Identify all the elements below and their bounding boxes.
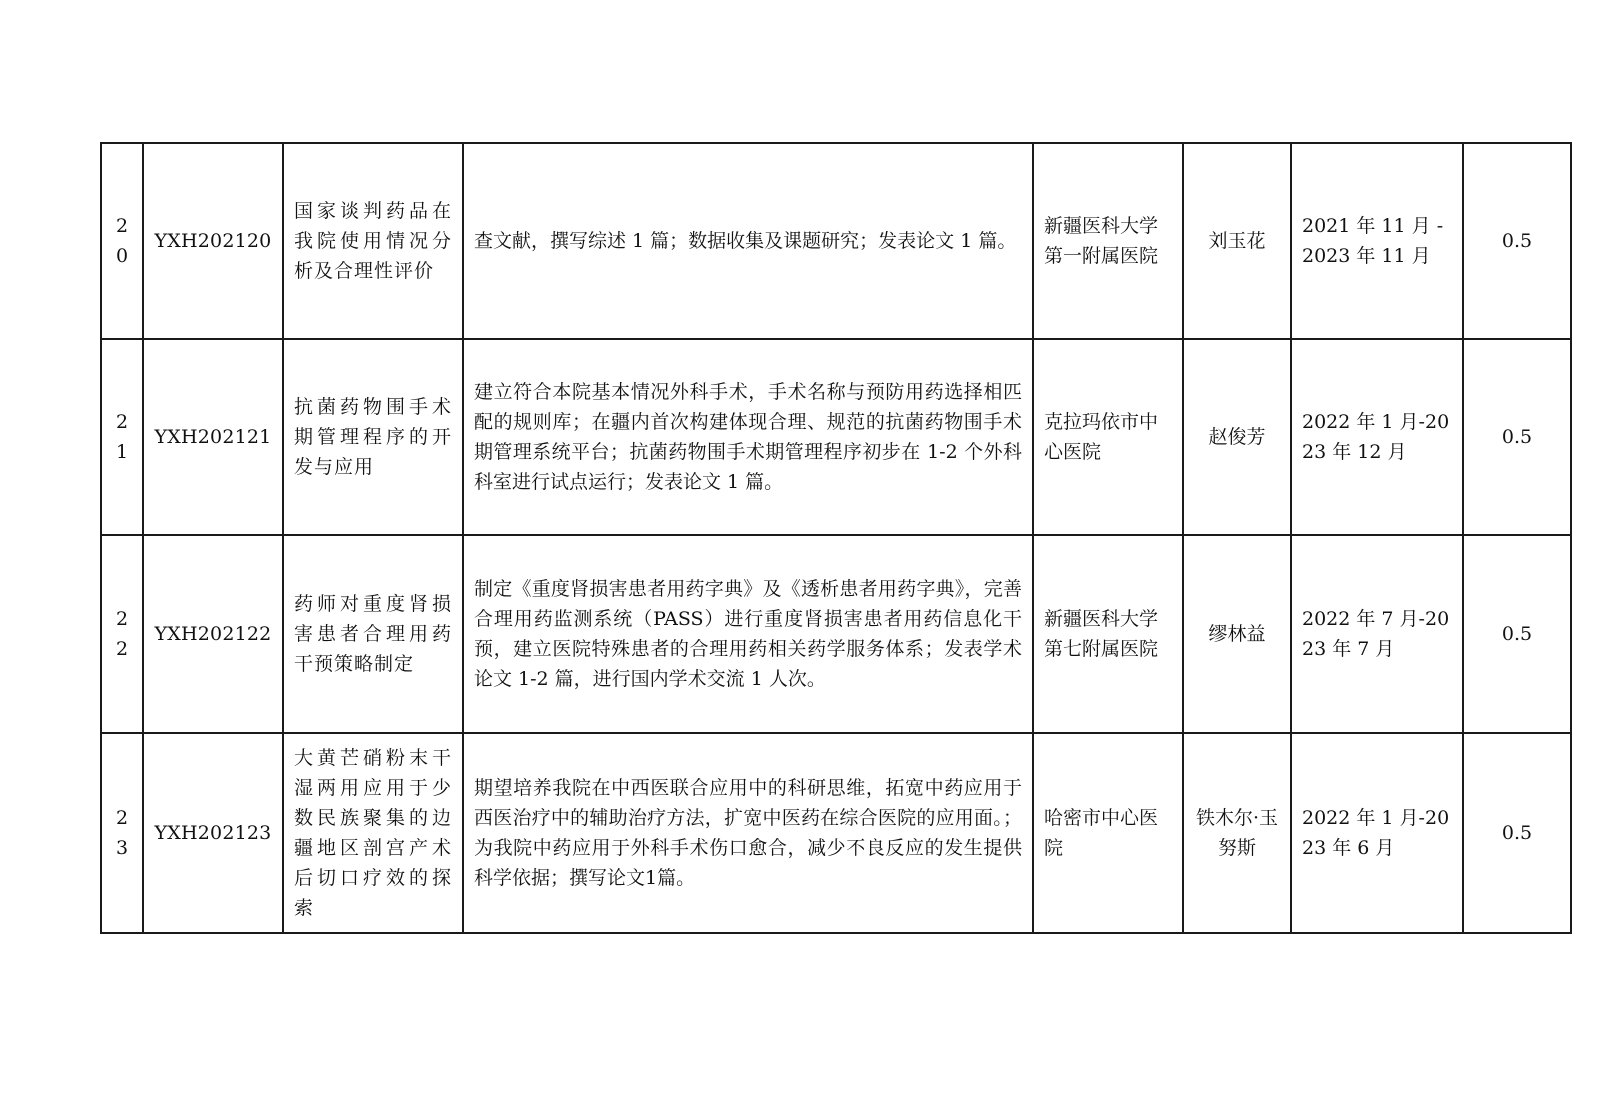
project-code: YXH202123 <box>143 733 283 933</box>
project-period: 2021 年 11 月 -2023 年 11 月 <box>1291 143 1463 339</box>
project-code: YXH202121 <box>143 339 283 535</box>
project-unit: 哈密市中心医院 <box>1033 733 1183 933</box>
project-title: 药师对重度肾损害患者合理用药干预策略制定 <box>283 535 463 733</box>
project-unit: 新疆医科大学第一附属医院 <box>1033 143 1183 339</box>
project-period: 2022 年 1 月-2023 年 6 月 <box>1291 733 1463 933</box>
table-row <box>101 339 1571 535</box>
table-row <box>101 733 1571 933</box>
project-content: 查文献，撰写综述 1 篇；数据收集及课题研究；发表论文 1 篇。 <box>463 143 1033 339</box>
project-leader: 缪林益 <box>1183 535 1291 733</box>
project-title: 国家谈判药品在我院使用情况分析及合理性评价 <box>283 143 463 339</box>
row-number: 22 <box>101 535 143 733</box>
project-code: YXH202120 <box>143 143 283 339</box>
project-content: 制定《重度肾损害患者用药字典》及《透析患者用药字典》，完善合理用药监测系统（PASS）进行重度肾损害患者用药信息化干预，建立医院特殊患者的合理用药相关药学服务体系；发表学术论文 1-2 篇，进行国内学术交流 1 人次。 <box>463 535 1033 733</box>
project-unit: 新疆医科大学第七附属医院 <box>1033 535 1183 733</box>
row-number: 20 <box>101 143 143 339</box>
project-unit: 克拉玛依市中心医院 <box>1033 339 1183 535</box>
project-period: 2022 年 1 月-2023 年 12 月 <box>1291 339 1463 535</box>
project-code: YXH202122 <box>143 535 283 733</box>
project-table <box>100 142 1572 934</box>
project-leader: 赵俊芳 <box>1183 339 1291 535</box>
project-leader: 铁木尔·玉努斯 <box>1183 733 1291 933</box>
table-row <box>101 143 1571 339</box>
project-period: 2022 年 7 月-2023 年 7 月 <box>1291 535 1463 733</box>
row-number: 23 <box>101 733 143 933</box>
project-title: 大黄芒硝粉末干湿两用应用于少数民族聚集的边疆地区剖宫产术后切口疗效的探索 <box>283 733 463 933</box>
table-row <box>101 535 1571 733</box>
project-title: 抗菌药物围手术期管理程序的开发与应用 <box>283 339 463 535</box>
project-fund: 0.5 <box>1463 733 1571 933</box>
row-number: 21 <box>101 339 143 535</box>
project-content: 建立符合本院基本情况外科手术，手术名称与预防用药选择相匹配的规则库；在疆内首次构建体现合理、规范的抗菌药物围手术期管理系统平台；抗菌药物围手术期管理程序初步在 1-2 个外科科室进行试点运行；发表论文 1 篇。 <box>463 339 1033 535</box>
project-fund: 0.5 <box>1463 535 1571 733</box>
project-leader: 刘玉花 <box>1183 143 1291 339</box>
project-content: 期望培养我院在中西医联合应用中的科研思维，拓宽中药应用于西医治疗中的辅助治疗方法，扩宽中医药在综合医院的应用面。；为我院中药应用于外科手术伤口愈合，减少不良反应的发生提供科学依据；撰写论文1篇。 <box>463 733 1033 933</box>
project-fund: 0.5 <box>1463 339 1571 535</box>
project-fund: 0.5 <box>1463 143 1571 339</box>
